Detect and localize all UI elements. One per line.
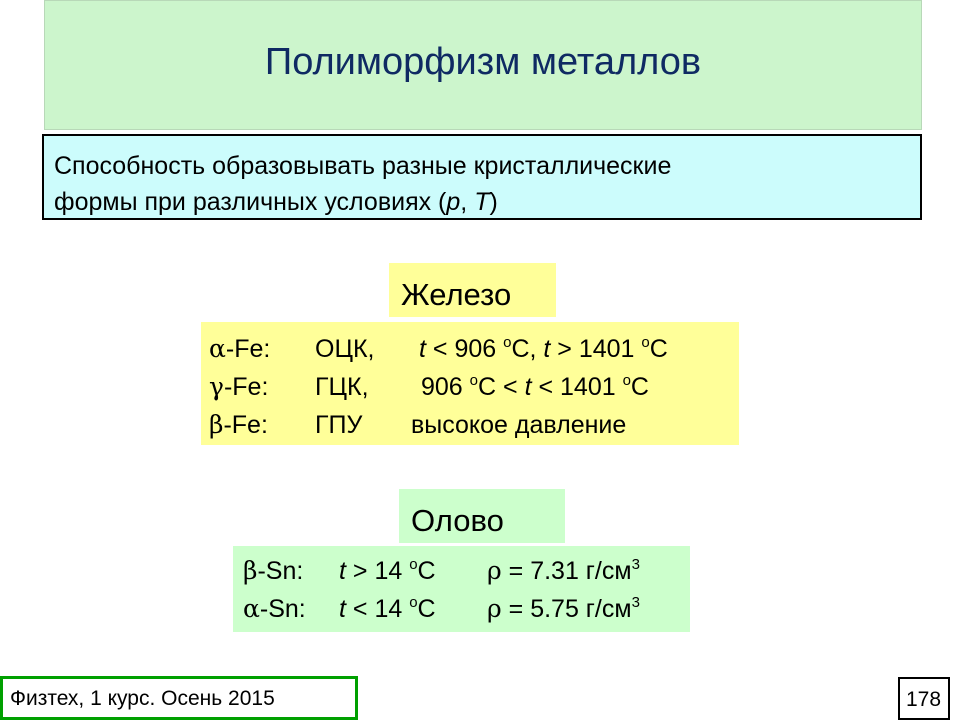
condition-text: > 1401 — [550, 335, 642, 363]
alpha-symbol: α — [209, 334, 226, 363]
condition-text: C, — [511, 335, 544, 363]
structure-type: ГПУ — [315, 411, 363, 439]
temperature-symbol: t — [524, 373, 532, 401]
alpha-symbol: α — [243, 594, 260, 623]
condition-text: < 1401 — [531, 373, 623, 401]
phase-condition — [421, 368, 649, 406]
title-banner — [44, 0, 922, 130]
iron-phases-box — [201, 322, 739, 445]
condition-text: 906 — [421, 373, 470, 401]
temperature-symbol: t — [543, 335, 551, 363]
definition-close-paren: ) — [489, 188, 498, 216]
tin-row-beta — [243, 552, 690, 590]
condition-text: < 906 — [425, 335, 504, 363]
degree-mark: o — [641, 334, 650, 351]
iron-row-beta — [209, 406, 739, 444]
structure-type: ГЦК, — [315, 373, 369, 401]
cube-exponent: 3 — [631, 594, 640, 611]
phase-label: -Sn: — [259, 595, 306, 623]
phase-condition — [339, 552, 436, 590]
tin-heading: Олово — [399, 489, 565, 543]
degree-mark: o — [622, 372, 631, 389]
density-text: = 5.75 г/см — [501, 595, 632, 623]
phase-label: -Fe: — [225, 335, 271, 363]
slide-title: Полиморфизм металлов — [264, 40, 702, 83]
course-footer: Физтех, 1 курс. Осень 2015 — [0, 676, 358, 720]
cube-exponent: 3 — [631, 556, 640, 573]
temperature-symbol: t — [339, 557, 346, 585]
page-number: 178 — [898, 677, 950, 720]
phase-label: -Fe: — [223, 411, 268, 439]
temperature-symbol: T — [474, 188, 490, 216]
definition-text: формы при различных условиях ( — [54, 188, 447, 216]
unit-label: C — [417, 557, 436, 585]
temperature-symbol: t — [419, 335, 426, 363]
degree-mark: o — [409, 556, 418, 573]
phase-condition — [419, 330, 668, 368]
definition-separator: , — [460, 188, 475, 216]
density-value — [487, 552, 640, 590]
tin-row-alpha — [243, 590, 690, 628]
definition-box — [42, 134, 922, 220]
iron-row-alpha — [209, 330, 739, 368]
condition-text: < 14 — [345, 595, 410, 623]
definition-line-2 — [54, 184, 920, 220]
condition-text: C < — [478, 373, 525, 401]
phase-label: -Fe: — [223, 373, 269, 401]
pressure-symbol: p — [446, 188, 461, 216]
phase-condition — [339, 590, 436, 628]
condition-text: > 14 — [345, 557, 410, 585]
degree-mark: o — [409, 594, 418, 611]
density-value — [487, 590, 640, 628]
rho-symbol: ρ — [487, 556, 502, 585]
unit-label: C — [417, 595, 436, 623]
beta-symbol: β — [209, 410, 224, 439]
temperature-symbol: t — [339, 595, 346, 623]
iron-heading: Железо — [389, 263, 556, 317]
density-text: = 7.31 г/см — [501, 557, 632, 585]
gamma-symbol: γ — [209, 372, 224, 401]
condition-text: C — [630, 373, 649, 401]
degree-mark: o — [469, 372, 479, 389]
rho-symbol: ρ — [487, 594, 502, 623]
structure-type: ОЦК, — [315, 335, 375, 363]
definition-line-1: Способность образовывать разные кристаллические — [54, 152, 672, 180]
phase-condition: высокое давление — [411, 411, 627, 439]
tin-phases-box — [233, 546, 690, 632]
condition-text: C — [649, 335, 668, 363]
phase-label: -Sn: — [257, 557, 304, 585]
beta-symbol: β — [243, 556, 258, 585]
degree-mark: o — [503, 334, 512, 351]
iron-row-gamma — [209, 368, 739, 406]
